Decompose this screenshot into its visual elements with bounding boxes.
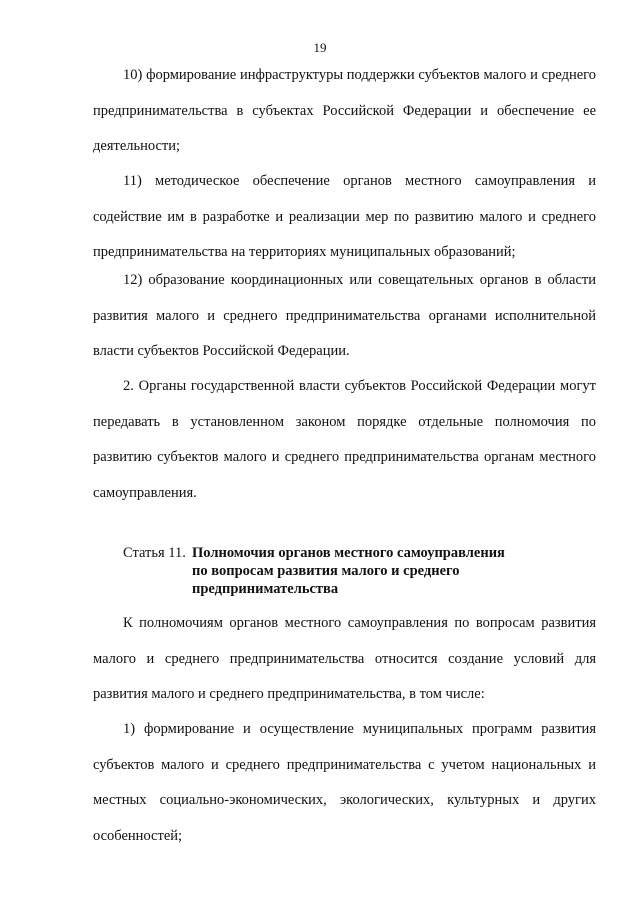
article-title-line: предпринимательства xyxy=(192,581,339,597)
article-title-line: Полномочия органов местного самоуправления xyxy=(192,545,505,561)
article-heading xyxy=(123,544,593,598)
article-label: Статья 11. xyxy=(123,545,186,561)
paragraph-item-1: 1) формирование и осуществление муниципальных программ развития субъектов малого и среднего предпринимательства с учетом национальных и местных социально-экономических, экологических, культурных и других особенностей; xyxy=(93,721,596,844)
paragraph-item-12: 12) образование координационных или совещательных органов в области развития малого и среднего предпринимательства органами исполнительной власти субъектов Российской Федерации. xyxy=(93,272,596,359)
paragraph-item-11: 11) методическое обеспечение органов местного самоуправления и содействие им в разработке и реализации мер по развитию малого и среднего предпринимательства на территориях муниципальных образований; xyxy=(93,173,596,260)
paragraph-article-intro: К полномочиям органов местного самоуправления по вопросам развития малого и среднего предпринимательства относится создание условий для развития малого и среднего предпринимательства, в том числе: xyxy=(93,615,596,702)
article-title xyxy=(192,544,593,598)
page-number: 19 xyxy=(313,40,327,55)
article-title-line: по вопросам развития малого и среднего xyxy=(192,563,460,579)
paragraph-section-2: 2. Органы государственной власти субъектов Российской Федерации могут передавать в установленном законом порядке отдельные полномочия по развитию субъектов малого и среднего предпринимательства органам местного самоуправления. xyxy=(93,378,596,501)
paragraph-item-10: 10) формирование инфраструктуры поддержки субъектов малого и среднего предпринимательства в субъектах Российской Федерации и обеспечение ее деятельности; xyxy=(93,67,596,154)
